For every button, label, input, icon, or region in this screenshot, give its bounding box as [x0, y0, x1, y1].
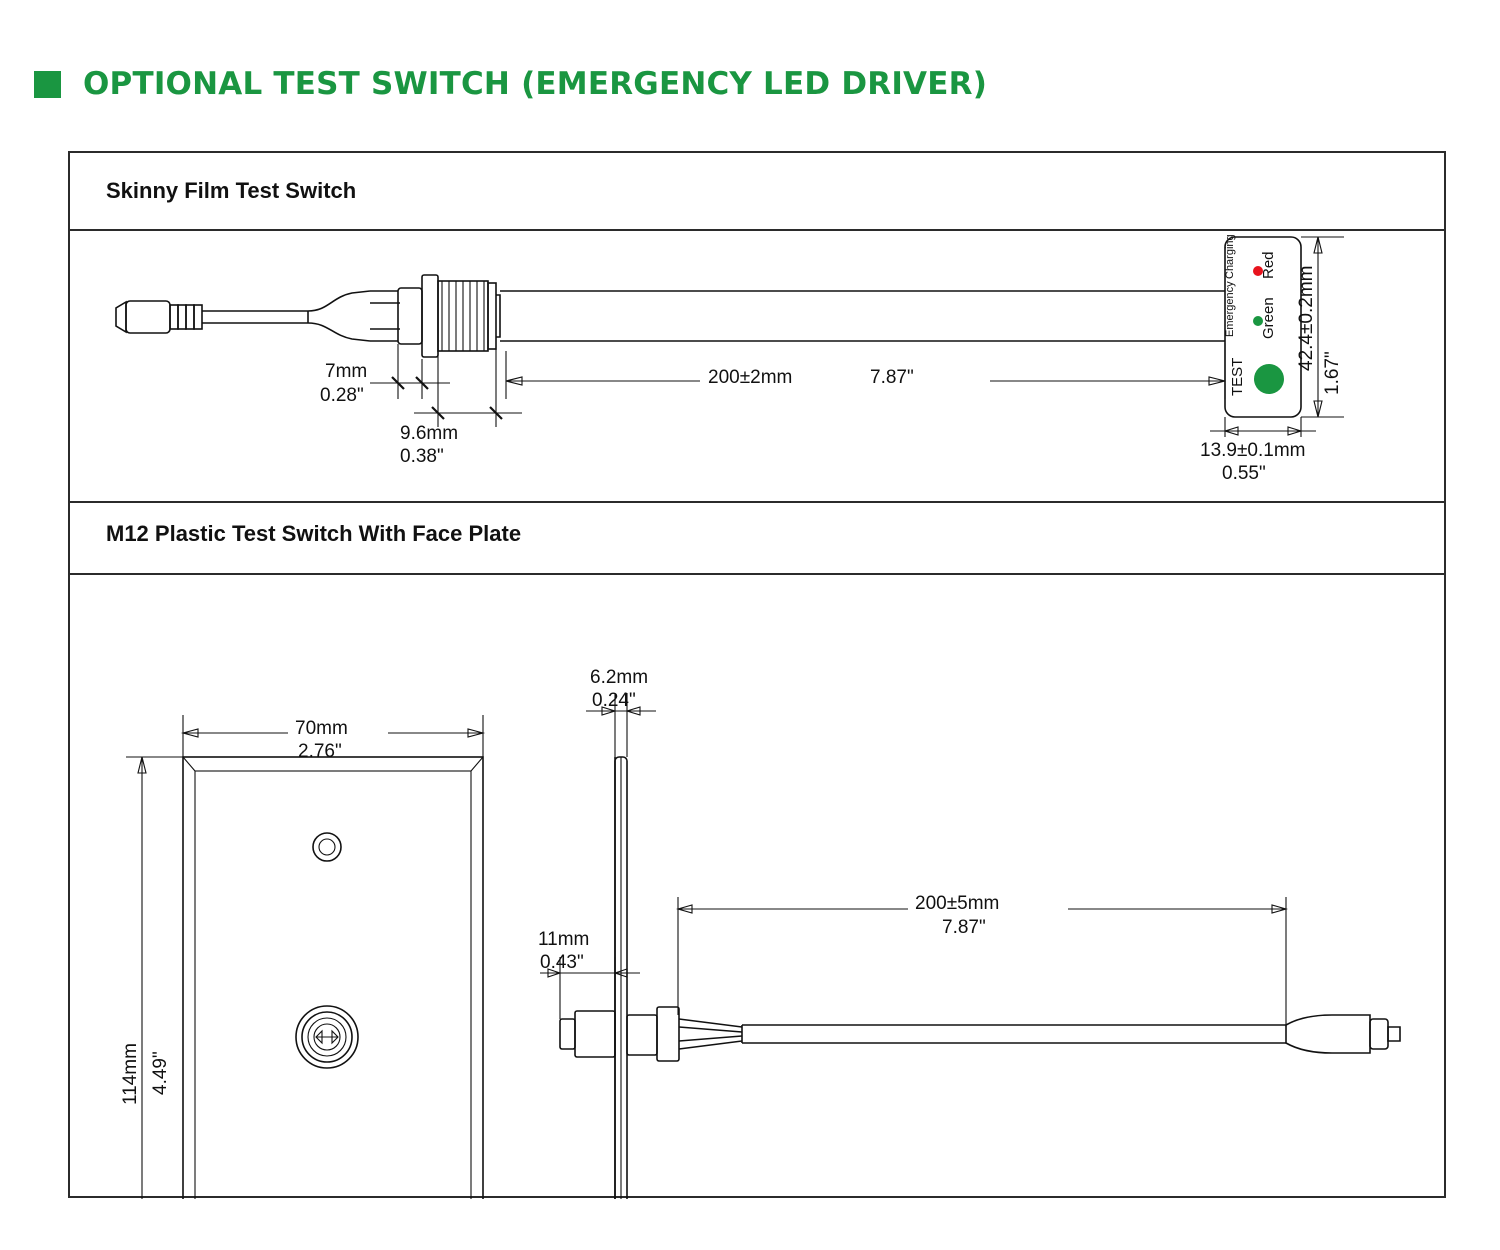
dim-plate-width [183, 715, 483, 762]
dim-lead-inch: 7.87" [942, 917, 986, 938]
red-label: Red [1260, 251, 1277, 279]
cable-lead [202, 291, 400, 341]
diagram-frame [68, 151, 1446, 1198]
green-label: Green [1260, 297, 1277, 339]
heading-bullet-square [34, 71, 61, 98]
dim-boss-mm: 11mm [538, 929, 590, 950]
page-title: OPTIONAL TEST SWITCH (EMERGENCY LED DRIVER) [83, 66, 988, 102]
test-button [1254, 364, 1284, 394]
face-plate-side-view [560, 757, 1400, 1199]
dim-boss-length [538, 929, 640, 1019]
dim-cable-mm: 200±2mm [708, 367, 793, 388]
dim-plate-height-mm: 114mm [120, 1043, 141, 1105]
test-label: TEST [1229, 357, 1246, 396]
dim-cable-inch: 7.87" [870, 367, 914, 388]
face-plate-front-view [183, 757, 483, 1199]
dim-pad-width-mm: 13.9±0.1mm [1200, 440, 1306, 461]
dim-pad-height-mm: 42.4±0.2mm [1296, 265, 1317, 371]
dim-nut-inch: 0.38" [400, 446, 444, 467]
connector-plug [116, 301, 202, 333]
dim-cable-length [506, 343, 1225, 399]
dim-plate-width-inch: 2.76" [298, 741, 342, 762]
dim-thickness-inch: 0.24" [592, 690, 636, 711]
dim-nut-width [400, 349, 522, 467]
dim-lead-length [678, 891, 1286, 1027]
section-title-m12: M12 Plastic Test Switch With Face Plate [106, 521, 522, 546]
section-title-skinny-film: Skinny Film Test Switch [106, 178, 357, 203]
emergency-label: Emergency [1224, 281, 1236, 337]
ribbon-cable [500, 291, 1225, 341]
dim-thread-length [320, 344, 450, 406]
dim-plate-height [120, 757, 183, 1199]
m12-face-plate-drawing [70, 575, 1444, 1199]
dim-pad-width-inch: 0.55" [1222, 463, 1266, 484]
dim-pad-width [1200, 417, 1316, 484]
charging-label: Charging [1224, 234, 1236, 279]
dim-nut-mm: 9.6mm [400, 423, 459, 444]
dim-thread-inch: 0.28" [320, 385, 364, 406]
dim-plate-thickness [586, 667, 656, 757]
dim-pad-height-inch: 1.67" [1322, 351, 1343, 395]
dim-thread-mm: 7mm [325, 361, 368, 382]
skinny-film-switch-drawing [70, 231, 1444, 501]
dim-boss-inch: 0.43" [540, 952, 584, 973]
dim-pad-height [1296, 237, 1344, 417]
dim-plate-width-mm: 70mm [295, 718, 348, 739]
divider-2 [70, 501, 1444, 503]
page-heading [34, 66, 987, 102]
dim-plate-height-inch: 4.49" [150, 1051, 171, 1095]
dim-lead-mm: 200±5mm [915, 893, 1000, 914]
threaded-barrel [398, 275, 500, 357]
dim-thickness-mm: 6.2mm [590, 667, 649, 688]
